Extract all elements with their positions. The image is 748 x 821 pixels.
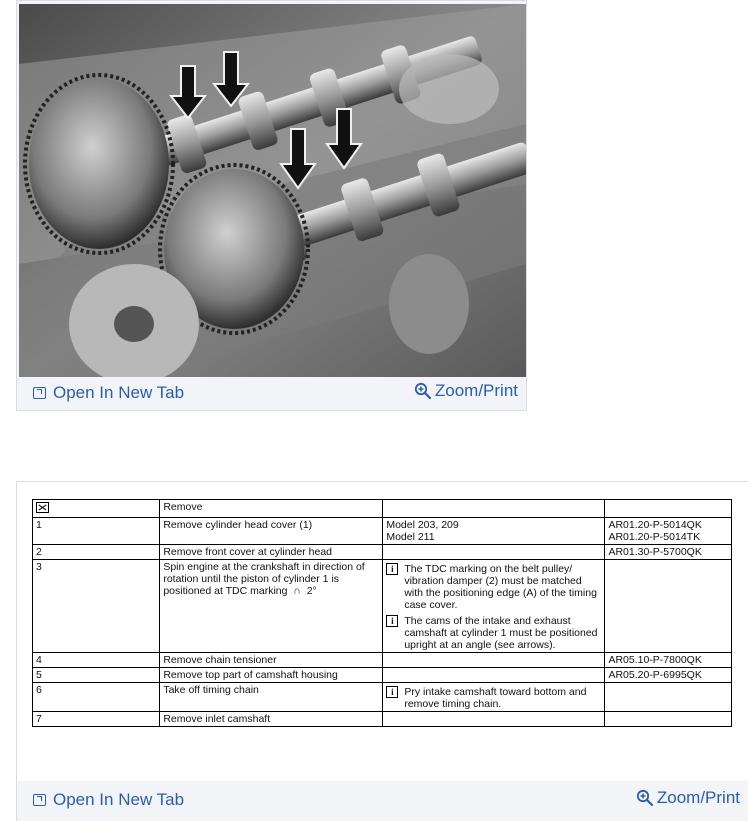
zoom-print-link[interactable] (636, 788, 740, 808)
table-header-row (33, 500, 732, 518)
step-note (383, 545, 605, 560)
table-row (33, 683, 732, 712)
photo-card (16, 0, 527, 411)
step-text: Take off timing chain (160, 683, 383, 712)
step-text: Remove chain tensioner (160, 653, 383, 668)
table-cell (383, 500, 605, 518)
table-cell (33, 500, 160, 518)
table-row (33, 668, 732, 683)
note-line: Model 203, 209 (386, 519, 459, 531)
step-text: Remove front cover at cylinder head (160, 545, 383, 560)
reference-code[interactable]: AR01.20-P-5014TK (608, 531, 701, 543)
document-toolbar (17, 781, 748, 821)
step-reference (605, 653, 732, 668)
engine-camshaft-photo[interactable] (19, 4, 526, 377)
info-note-text: Pry intake camshaft toward bottom and remove timing chain. (404, 686, 587, 710)
step-number: 5 (33, 668, 160, 683)
zoom-print-label: Zoom/Print (656, 788, 740, 807)
engine-illustration (19, 4, 526, 377)
open-in-new-tab-link[interactable] (33, 383, 184, 403)
step-number: 4 (33, 653, 160, 668)
step-note (383, 518, 605, 545)
zoom-in-icon (636, 789, 654, 807)
info-icon: i (386, 615, 398, 627)
step-reference (605, 545, 732, 560)
step-reference (605, 518, 732, 545)
open-in-new-tab-label: Open In New Tab (53, 383, 185, 402)
step-text-main: Spin engine at the crankshaft in direction of rotation until the piston of cylinder 1 is positioned at TDC marking (163, 561, 365, 597)
tolerance-symbol: ∩ (290, 585, 304, 597)
open-in-new-tab-link[interactable] (33, 790, 184, 810)
step-number: 2 (33, 545, 160, 560)
step-note (383, 668, 605, 683)
open-new-tab-icon (33, 387, 46, 399)
step-text-angle: 2° (306, 585, 317, 597)
reference-code[interactable]: AR05.10-P-7800QK (608, 654, 702, 666)
info-note-text: The TDC marking on the belt pulley/ vibration damper (2) must be matched with the positioning edge (A) of the timing case cover. (404, 563, 597, 611)
step-text (160, 560, 383, 653)
step-number: 1 (33, 518, 160, 545)
step-reference (605, 712, 732, 727)
step-note (383, 653, 605, 668)
table-row (33, 518, 732, 545)
step-reference (605, 668, 732, 683)
reference-code[interactable]: AR05.20-P-6995QK (608, 669, 702, 681)
table-row (33, 545, 732, 560)
step-reference (605, 683, 732, 712)
table-cell: Remove (160, 500, 383, 518)
note-line: Model 211 (386, 531, 435, 543)
info-icon: i (386, 563, 398, 575)
step-text: Remove top part of camshaft housing (160, 668, 383, 683)
step-number: 6 (33, 683, 160, 712)
step-text: Remove cylinder head cover (1) (160, 518, 383, 545)
info-icon: i (386, 686, 398, 698)
table-row (33, 560, 732, 653)
repair-steps-table (32, 499, 732, 727)
open-new-tab-icon (33, 794, 46, 806)
zoom-print-link[interactable] (414, 381, 518, 401)
expand-icon[interactable] (36, 502, 49, 513)
step-text: Remove inlet camshaft (160, 712, 383, 727)
step-note (383, 560, 605, 653)
reference-code[interactable]: AR01.20-P-5014QK (608, 519, 702, 531)
info-note (386, 563, 601, 611)
photo-toolbar (17, 377, 526, 411)
step-number: 3 (33, 560, 160, 653)
info-note (386, 615, 601, 651)
step-number: 7 (33, 712, 160, 727)
table-cell (605, 500, 732, 518)
open-in-new-tab-label: Open In New Tab (53, 790, 185, 809)
step-note (383, 712, 605, 727)
step-note (383, 683, 605, 712)
document-card (16, 481, 748, 821)
info-note-text: The cams of the intake and exhaust camshaft at cylinder 1 must be positioned upright at an angle (see arrows). (404, 615, 598, 651)
table-row (33, 653, 732, 668)
zoom-in-icon (414, 382, 432, 400)
info-note (386, 686, 601, 710)
table-row (33, 712, 732, 727)
reference-code[interactable]: AR01.30-P-5700QK (608, 546, 702, 558)
zoom-print-label: Zoom/Print (434, 381, 518, 400)
step-reference (605, 560, 732, 653)
document-toolbar-inner (17, 784, 748, 818)
